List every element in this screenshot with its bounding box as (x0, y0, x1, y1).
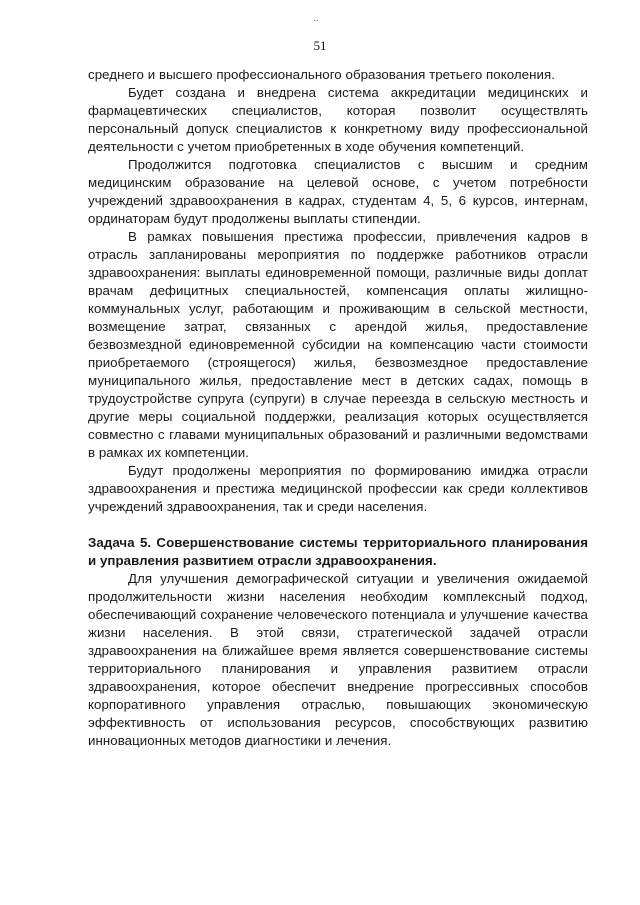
paragraph-image: Будут продолжены мероприятия по формированию имиджа отрасли здравоохранения и престижа медицинской профессии как среди коллективов учреждений здравоохранения, так и среди населения. (88, 463, 588, 514)
paragraph-staff-support: В рамках повышения престижа профессии, привлечения кадров в отрасль запланированы мероприятия по поддержке работников отрасли здравоохранения: выплаты единовременной помощи, различные виды доплат врачам дефицитных специальностей, компенсация оплаты жилищно-коммунальных услуг, работающим и проживающим в сельской местности, возмещение затрат, связанных с арендой жилья, предоставление безвозмездной единовременной субсидии на компенсацию части стоимости приобретаемого (строящегося) жилья, безвозмездное предоставление муниципального жилья, предоставление мест в детских садах, помощь в трудоустройстве супруга (супруги) в случае переезда в сельскую местность и другие меры социальной поддержки, реализация которых осуществляется совместно с главами муниципальных образований и различными ведомствами в рамках их компетенции. (88, 229, 588, 460)
paragraph-continuation: среднего и высшего профессионального образования третьего поколения. (88, 67, 555, 82)
section-spacer (88, 516, 588, 534)
section-body: Для улучшения демографической ситуации и увеличения ожидаемой продолжительности жизни населения необходим комплексный подход, обеспечивающий сохранение человеческого потенциала и улучшение качества жизни населения. В этой связи, стратегической задачей отрасли здравоохранения на ближайшее время является совершенствование системы территориального планирования и управления развитием отрасли здравоохранения, которое обеспечит внедрение прогрессивных способов корпоративного управления отраслью, повышающих экономическую эффективность от использования ресурсов, способствующих развитию инновационных методов диагностики и лечения. (88, 571, 588, 748)
page-body (88, 66, 588, 750)
section-heading: Задача 5. Совершенствование системы территориального планирования и управления развитием отрасли здравоохранения. (88, 535, 588, 568)
paragraph-accreditation: Будет создана и внедрена система аккредитации медицинских и фармацевтических специалистов, которая позволит осуществлять персональный допуск специалистов к конкретному виду профессиональной деятельности с учетом приобретенных в ходе обучения компетенций. (88, 85, 588, 154)
top-mark: .. (313, 13, 319, 24)
paragraph-training: Продолжится подготовка специалистов с высшим и средним медицинским образование на целевой основе, с учетом потребности учреждений здравоохранения в кадрах, студентам 4, 5, 6 курсов, интернам, ординаторам будут продолжены выплаты стипендии. (88, 157, 588, 226)
page-number: 51 (313, 38, 327, 53)
